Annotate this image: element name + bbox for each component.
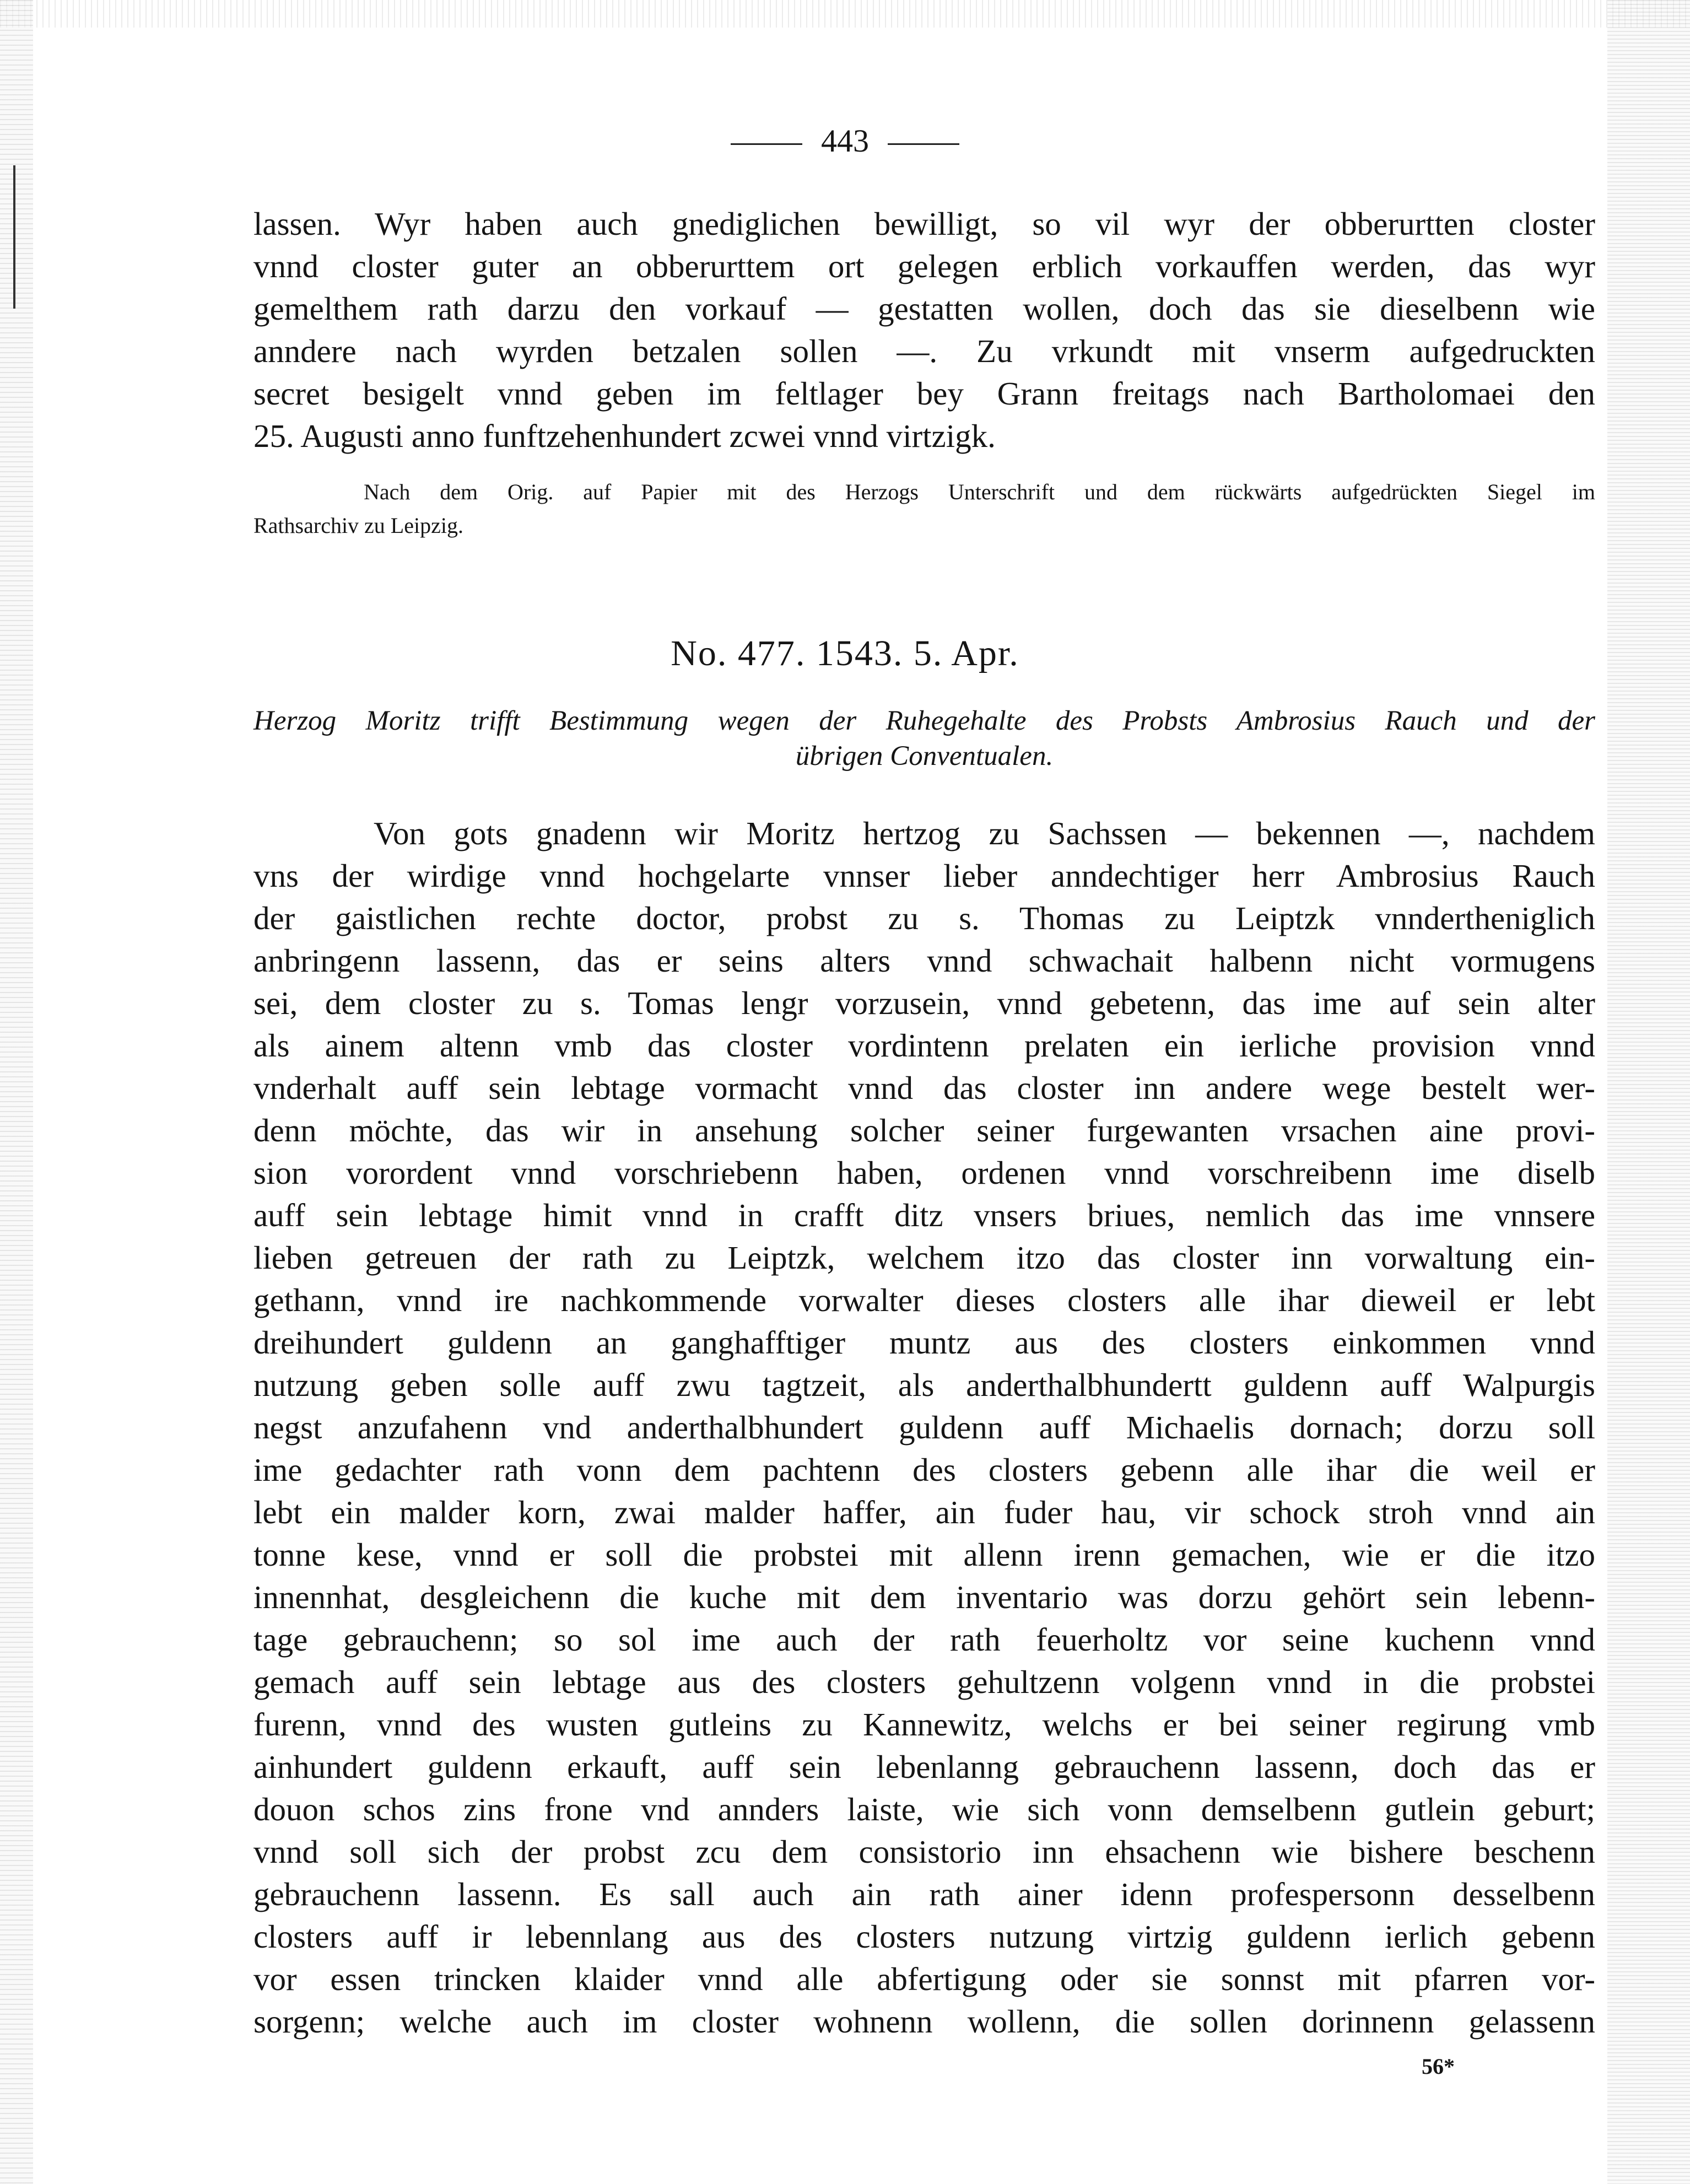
scan-edge-right — [1607, 0, 1690, 2184]
text-line: vnderhalt auff sein lebtage vormacht vnnd das closter inn andere wege bestelt wer- — [253, 1070, 1595, 1106]
scan-edge-top — [0, 0, 1690, 28]
text-line: als ainem altenn vmb das closter vordintenn prelaten ein ierliche provision vnnd — [253, 1027, 1595, 1064]
text-line: douon schos zins frone vnd annders laiste, wie sich vonn demselbenn gutlein geburt; — [253, 1791, 1595, 1827]
text-line: vnnd soll sich der probst zcu dem consistorio inn ehsachenn wie bishere beschenn — [253, 1834, 1595, 1870]
text-line: tonne kese, vnnd er soll die probstei mit allenn irenn gemachen, wie er die itzo — [253, 1536, 1595, 1573]
document-heading: No. 477. 1543. 5. Apr. — [671, 633, 1019, 673]
text-line: gethann, vnnd ire nachkommende vorwalter dieses closters alle ihar dieweil er lebt — [253, 1282, 1595, 1318]
note-line: Rathsarchiv zu Leipzig. — [253, 513, 463, 538]
page-header — [0, 122, 1690, 159]
text-line: sei, dem closter zu s. Tomas lengr vorzusein, vnnd gebetenn, das ime auf sein alter — [253, 985, 1595, 1021]
text-line: gemach auff sein lebtage aus des closters gehultzenn volgenn vnnd in die probstei — [253, 1664, 1595, 1700]
margin-mark — [13, 165, 15, 309]
header-rule-right — [888, 143, 959, 145]
text-line: auff sein lebtage himit vnnd in crafft ditz vnsers briues, nemlich das ime vnnsere — [253, 1197, 1595, 1233]
text-line: der gaistlichen rechte doctor, probst zu s. Thomas zu Leiptzk vnndertheniglich — [253, 900, 1595, 936]
document-summary-line: übrigen Conventualen. — [795, 741, 1054, 772]
text-line: anndere nach wyrden betzalen sollen —. Zu vrkundt mit vnserm aufgedruckten — [253, 333, 1595, 369]
text-line: sion vorordent vnnd vorschriebenn haben, ordenen vnnd vorschreibenn ime diselb — [253, 1155, 1595, 1191]
text-line: denn möchte, das wir in ansehung solcher seiner furgewanten vrsachen aine provi- — [253, 1112, 1595, 1148]
text-line: lieben getreuen der rath zu Leiptzk, welchem itzo das closter inn vorwaltung ein- — [253, 1239, 1595, 1276]
document-summary-line: Herzog Moritz trifft Bestimmung wegen der Ruhegehalte des Probsts Ambrosius Rauch und der — [253, 705, 1595, 736]
scan-edge-left — [0, 0, 33, 2184]
signature-mark: 56* — [1422, 2054, 1455, 2079]
text-line: furenn, vnnd des wusten gutleins zu Kannewitz, welchs er bei seiner regirung vmb — [253, 1706, 1595, 1743]
text-line: lebt ein malder korn, zwai malder haffer, ain fuder hau, vir schock stroh vnnd ain — [253, 1494, 1595, 1530]
text-line: ime gedachter rath vonn dem pachtenn des closters gebenn alle ihar die weil er — [253, 1452, 1595, 1488]
text-line: gebrauchenn lassenn. Es sall auch ain rath ainer idenn profespersonn desselbenn — [253, 1876, 1595, 1912]
text-line: dreihundert guldenn an ganghafftiger muntz aus des closters einkommen vnnd — [253, 1324, 1595, 1361]
text-line: anbringenn lassenn, das er seins alters vnnd schwachait halbenn nicht vormugens — [253, 942, 1595, 979]
text-line: vns der wirdige vnnd hochgelarte vnnser lieber anndechtiger herr Ambrosius Rauch — [253, 858, 1595, 894]
text-line: secret besigelt vnnd geben im feltlager bey Grann freitags nach Bartholomaei den — [253, 375, 1595, 412]
text-line: gemelthem rath darzu den vorkauf — gestatten wollen, doch das sie dieselbenn wie — [253, 290, 1595, 327]
text-line: vor essen trincken klaider vnnd alle abfertigung oder sie sonnst mit pfarren vor- — [253, 1961, 1595, 1997]
header-rule-left — [731, 143, 802, 145]
page-number: 443 — [821, 123, 869, 159]
text-line: ainhundert guldenn erkauft, auff sein lebenlanng gebrauchenn lassenn, doch das er — [253, 1749, 1595, 1785]
text-line: Von gots gnadenn wir Moritz hertzog zu Sachssen — bekennen —, nachdem — [374, 815, 1595, 851]
text-line: lassen. Wyr haben auch gnediglichen bewilligt, so vil wyr der obberurtten closter — [253, 206, 1595, 242]
document-body — [253, 812, 1595, 2043]
source-note — [253, 475, 1595, 542]
text-line: negst anzufahenn vnd anderthalbhundert guldenn auff Michaelis dornach; dorzu soll — [253, 1409, 1595, 1446]
text-line: 25. Augusti anno funftzehenhundert zcwei vnnd virtzigk. — [253, 418, 996, 454]
text-line: closters auff ir lebennlang aus des closters nutzung virtzig guldenn ierlich gebenn — [253, 1918, 1595, 1955]
text-line: innennhat, desgleichenn die kuche mit dem inventario was dorzu gehört sein lebenn- — [253, 1579, 1595, 1615]
text-line: tage gebrauchenn; so sol ime auch der rath feuerholtz vor seine kuchenn vnnd — [253, 1621, 1595, 1658]
text-line: sorgenn; welche auch im closter wohnenn wollenn, die sollen dorinnenn gelassenn — [253, 2003, 1595, 2040]
note-line: Nach dem Orig. auf Papier mit des Herzogs Unterschrift und dem rückwärts aufgedrückten Siegel im — [364, 479, 1595, 504]
continuation-text — [253, 203, 1595, 457]
text-line: vnnd closter guter an obberurttem ort gelegen erblich vorkauffen werden, das wyr — [253, 248, 1595, 284]
text-line: nutzung geben solle auff zwu tagtzeit, als anderthalbhundertt guldenn auff Walpurgis — [253, 1367, 1595, 1403]
